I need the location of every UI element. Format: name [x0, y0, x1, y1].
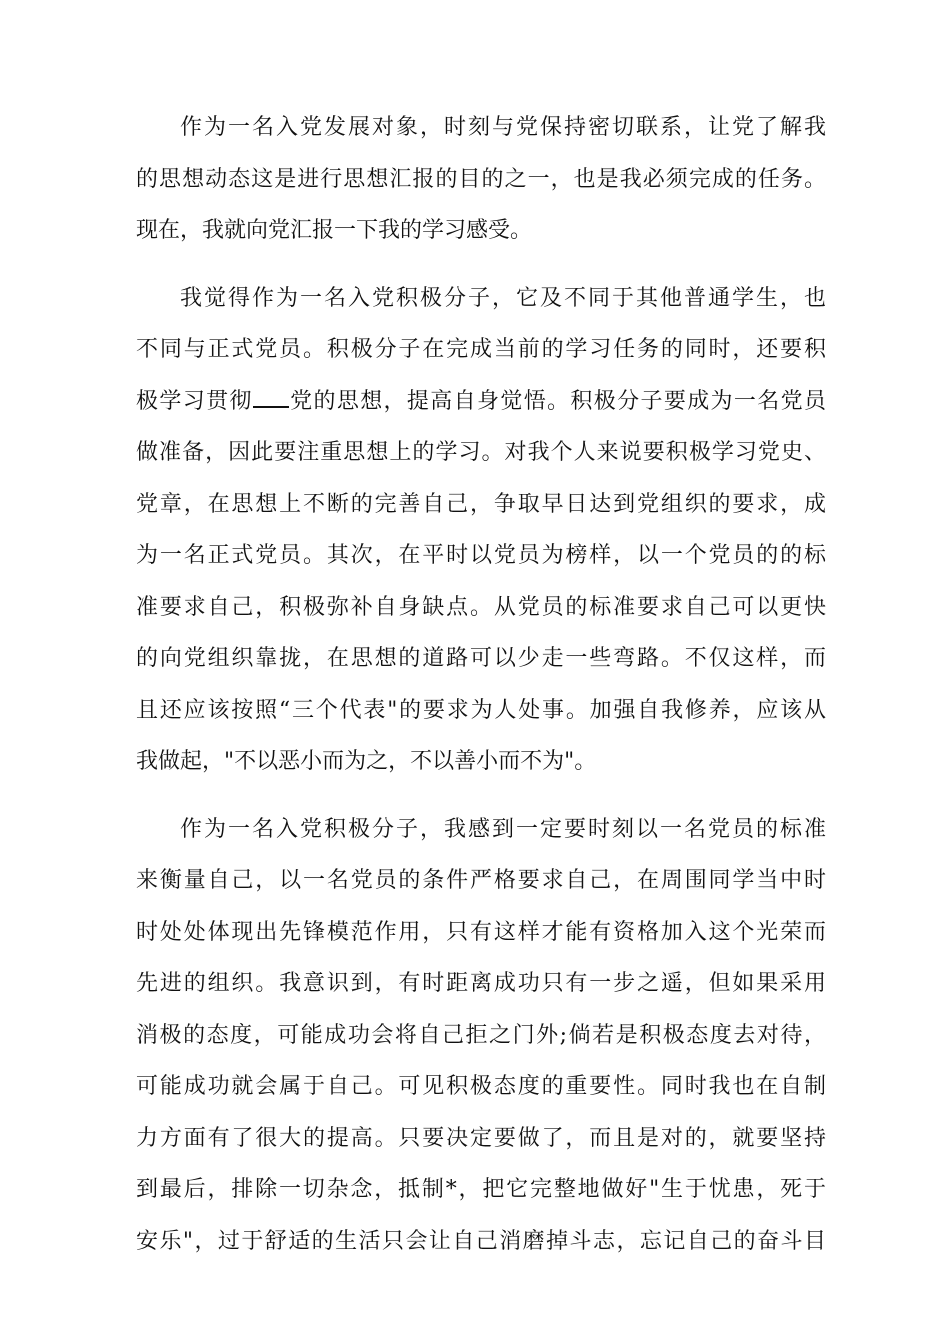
text-line: 安乐"，过于舒适的生活只会让自己消磨掉斗志，忘记自己的奋斗目 [136, 1228, 826, 1254]
text-line: 做准备，因此要注重思想上的学习。对我个人来说要积极学习党史、 [136, 440, 826, 465]
text-line: 作为一名入党积极分子，我感到一定要时刻以一名党员的标准 [180, 816, 826, 842]
paragraph-1 [136, 106, 826, 261]
text-line: 可能成功就会属于自己。可见积极态度的重要性。同时我也在自制 [136, 1074, 826, 1099]
text-line: 现在，我就向党汇报一下我的学习感受。 [136, 218, 533, 243]
text-line: 来衡量自己，以一名党员的条件严格要求自己，在周围同学当中时 [136, 868, 826, 893]
text-line: 党章，在思想上不断的完善自己，争取早日达到党组织的要求，成 [136, 491, 826, 517]
text-line: 为一名正式党员。其次，在平时以党员为榜样，以一个党员的的标 [136, 543, 826, 568]
text-line: 不同与正式党员。积极分子在完成当前的学习任务的同时，还要积 [136, 337, 826, 362]
document-body [136, 106, 826, 1287]
text-line: 力方面有了很大的提高。只要决定要做了，而且是对的，就要坚持 [136, 1125, 826, 1151]
paragraph-2 [136, 277, 826, 792]
text-line: 作为一名入党发展对象，时刻与党保持密切联系，让党了解我 [180, 115, 826, 140]
text-line: 我觉得作为一名入党积极分子，它及不同于其他普通学生，也 [180, 285, 826, 311]
text-line: 时处处体现出先锋模范作用，只有这样才能有资格加入这个光荣而 [136, 919, 826, 945]
paragraph-3 [136, 808, 826, 1272]
text-line: 的向党组织靠拢，在思想的道路可以少走一些弯路。不仅这样，而 [136, 646, 826, 671]
text-line: 的思想动态这是进行思想汇报的目的之一，也是我必须完成的任务。 [136, 166, 826, 192]
text-line: 到最后，排除一切杂念，抵制*，把它完整地做好"生于忧患，死于 [136, 1177, 826, 1202]
text-line [136, 380, 826, 432]
text-segment: 极学习贯彻 [136, 388, 253, 414]
text-line: 消极的态度，可能成功会将自己拒之门外;倘若是积极态度去对待， [136, 1022, 826, 1048]
blank-underline [253, 388, 289, 408]
text-line: 且还应该按照“三个代表"的要求为人处事。加强自我修养，应该从 [136, 697, 826, 723]
text-line: 准要求自己，积极弥补自身缺点。从党员的标准要求自己可以更快 [136, 594, 826, 620]
text-line: 先进的组织。我意识到，有时距离成功只有一步之遥，但如果采用 [136, 971, 826, 996]
text-segment: 党的思想，提高自身觉悟。积极分子要成为一名党员 [288, 388, 826, 414]
text-line: 我做起，"不以恶小而为之，不以善小而不为"。 [136, 749, 597, 774]
